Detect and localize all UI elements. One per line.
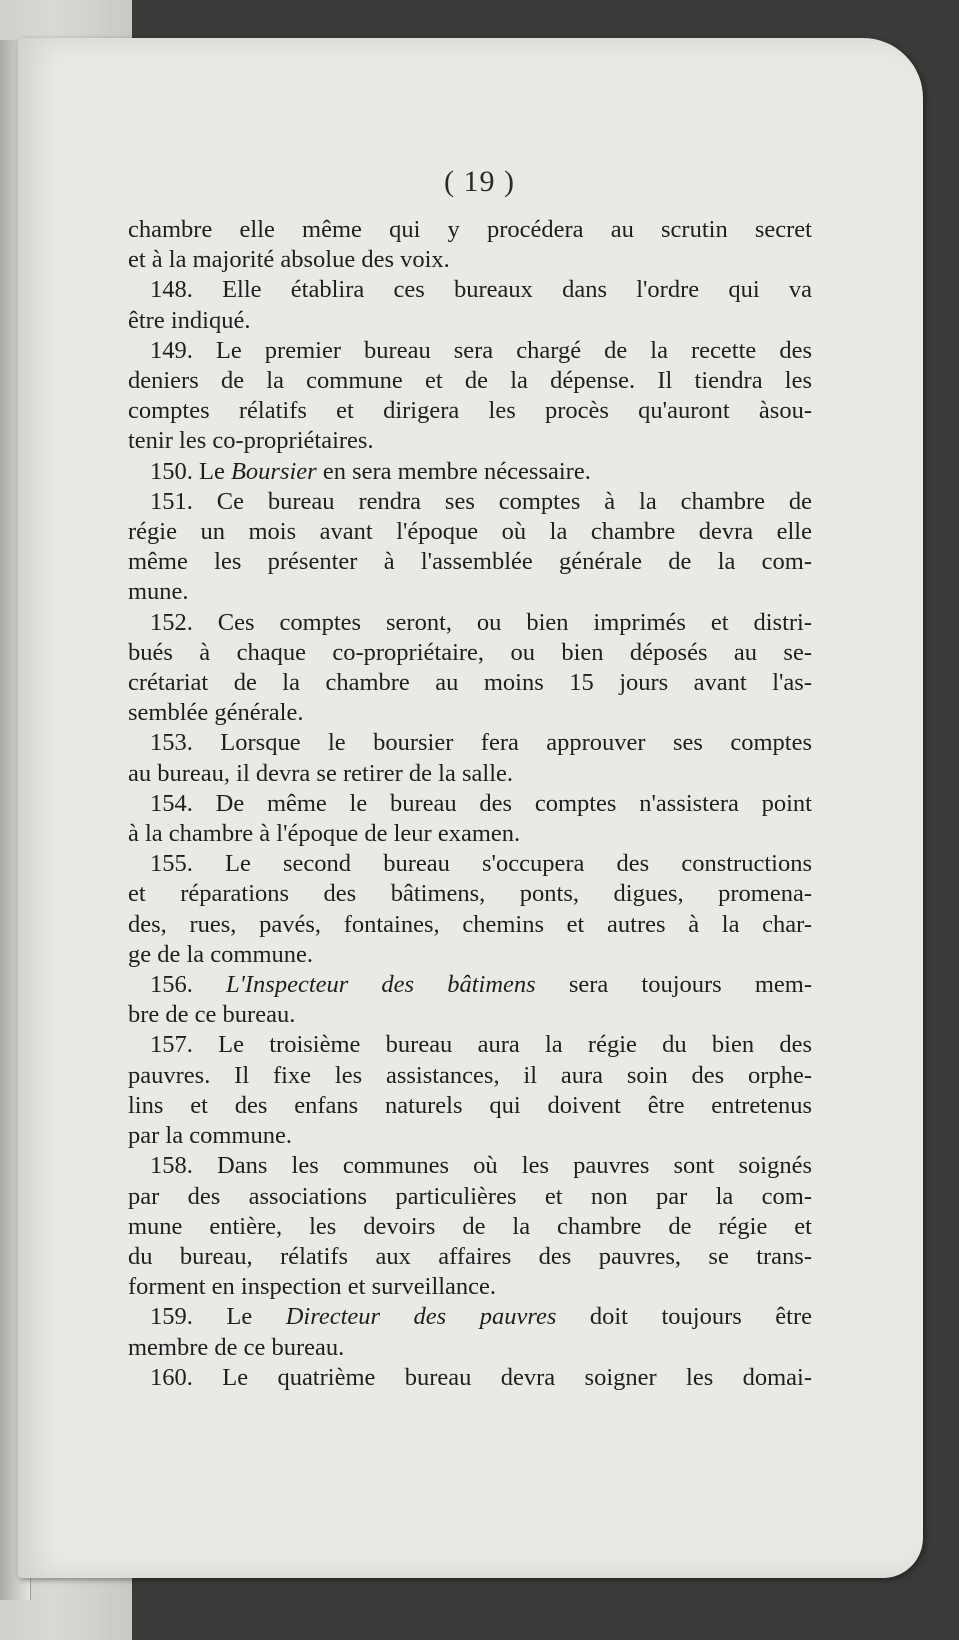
text-segment: 150. Le	[150, 457, 231, 485]
page-number: ( 19 )	[444, 165, 515, 198]
text-line: bués à chaque co-propriétaire, ou bien déposés au se-	[128, 638, 812, 666]
text-line: comptes rélatifs et dirigera les procès qu'auront àsou-	[128, 397, 812, 425]
italic-term: L'Inspecteur des bâtimens	[226, 971, 536, 999]
text-line: par la commune.	[128, 1122, 292, 1150]
text-line: 151. Ce bureau rendra ses comptes à la chambre de	[150, 487, 812, 515]
text-segment: 156.	[150, 971, 227, 999]
text-line	[128, 1302, 812, 1332]
text-line: même les présenter à l'assemblée générale de la com-	[128, 548, 812, 576]
text-line: et réparations des bâtimens, ponts, digues, promena-	[128, 880, 812, 908]
text-line: par des associations particulières et non par la com-	[128, 1182, 812, 1210]
text-line: chambre elle même qui y procédera au scrutin secret	[128, 216, 812, 243]
text-line: mune entière, les devoirs de la chambre de régie et	[128, 1212, 812, 1240]
text-line	[128, 970, 812, 1000]
text-line: 158. Dans les communes où les pauvres sont soignés	[150, 1152, 812, 1180]
text-line: 157. Le troisième bureau aura la régie du bien des	[150, 1031, 812, 1059]
text-line: bre de ce bureau.	[128, 1001, 296, 1029]
text-line: 154. De même le bureau des comptes n'assistera point	[150, 789, 812, 817]
text-segment: sera toujours mem-	[535, 971, 812, 999]
text-segment: en sera membre nécessaire.	[316, 457, 591, 485]
text-line: forment en inspection et surveillance.	[128, 1273, 497, 1301]
text-line	[128, 457, 812, 487]
text-line: 155. Le second bureau s'occupera des constructions	[150, 850, 812, 878]
text-line: pauvres. Il fixe les assistances, il aura soin des orphe-	[128, 1061, 812, 1089]
text-segment: doit toujours être	[556, 1303, 813, 1331]
text-line: deniers de la commune et de la dépense. Il tiendra les	[128, 367, 812, 395]
text-line: tenir les co-propriétaires.	[128, 427, 374, 455]
text-line: lins et des enfans naturels qui doivent être entretenus	[128, 1091, 812, 1119]
page-text	[128, 215, 812, 1393]
text-line: 153. Lorsque le boursier fera approuver ses comptes	[150, 729, 812, 757]
text-line: être indiqué.	[128, 306, 251, 334]
text-line: et à la majorité absolue des voix.	[128, 246, 450, 274]
text-line: 160. Le quatrième bureau devra soigner les domai-	[150, 1363, 812, 1391]
text-line: 148. Elle établira ces bureaux dans l'ordre qui va	[150, 276, 812, 304]
text-line: au bureau, il devra se retirer de la salle.	[128, 759, 514, 787]
text-line: 152. Ces comptes seront, ou bien imprimés et distri-	[150, 608, 812, 636]
text-line: membre de ce bureau.	[128, 1333, 345, 1361]
text-line: à la chambre à l'époque de leur examen.	[128, 820, 521, 848]
text-line: régie un mois avant l'époque où la chambre devra elle	[128, 518, 812, 546]
text-line: crétariat de la chambre au moins 15 jours avant l'as-	[128, 669, 812, 697]
italic-term: Boursier	[230, 457, 317, 485]
text-line: des, rues, pavés, fontaines, chemins et autres à la char-	[128, 910, 812, 938]
italic-term: Directeur des pauvres	[285, 1303, 557, 1331]
text-line: du bureau, rélatifs aux affaires des pauvres, se trans-	[128, 1242, 812, 1270]
text-line: ge de la commune.	[128, 940, 314, 968]
text-segment: 159. Le	[150, 1303, 286, 1331]
text-line: 149. Le premier bureau sera chargé de la recette des	[150, 336, 812, 364]
text-line: mune.	[128, 578, 189, 606]
text-line: semblée générale.	[128, 699, 304, 727]
